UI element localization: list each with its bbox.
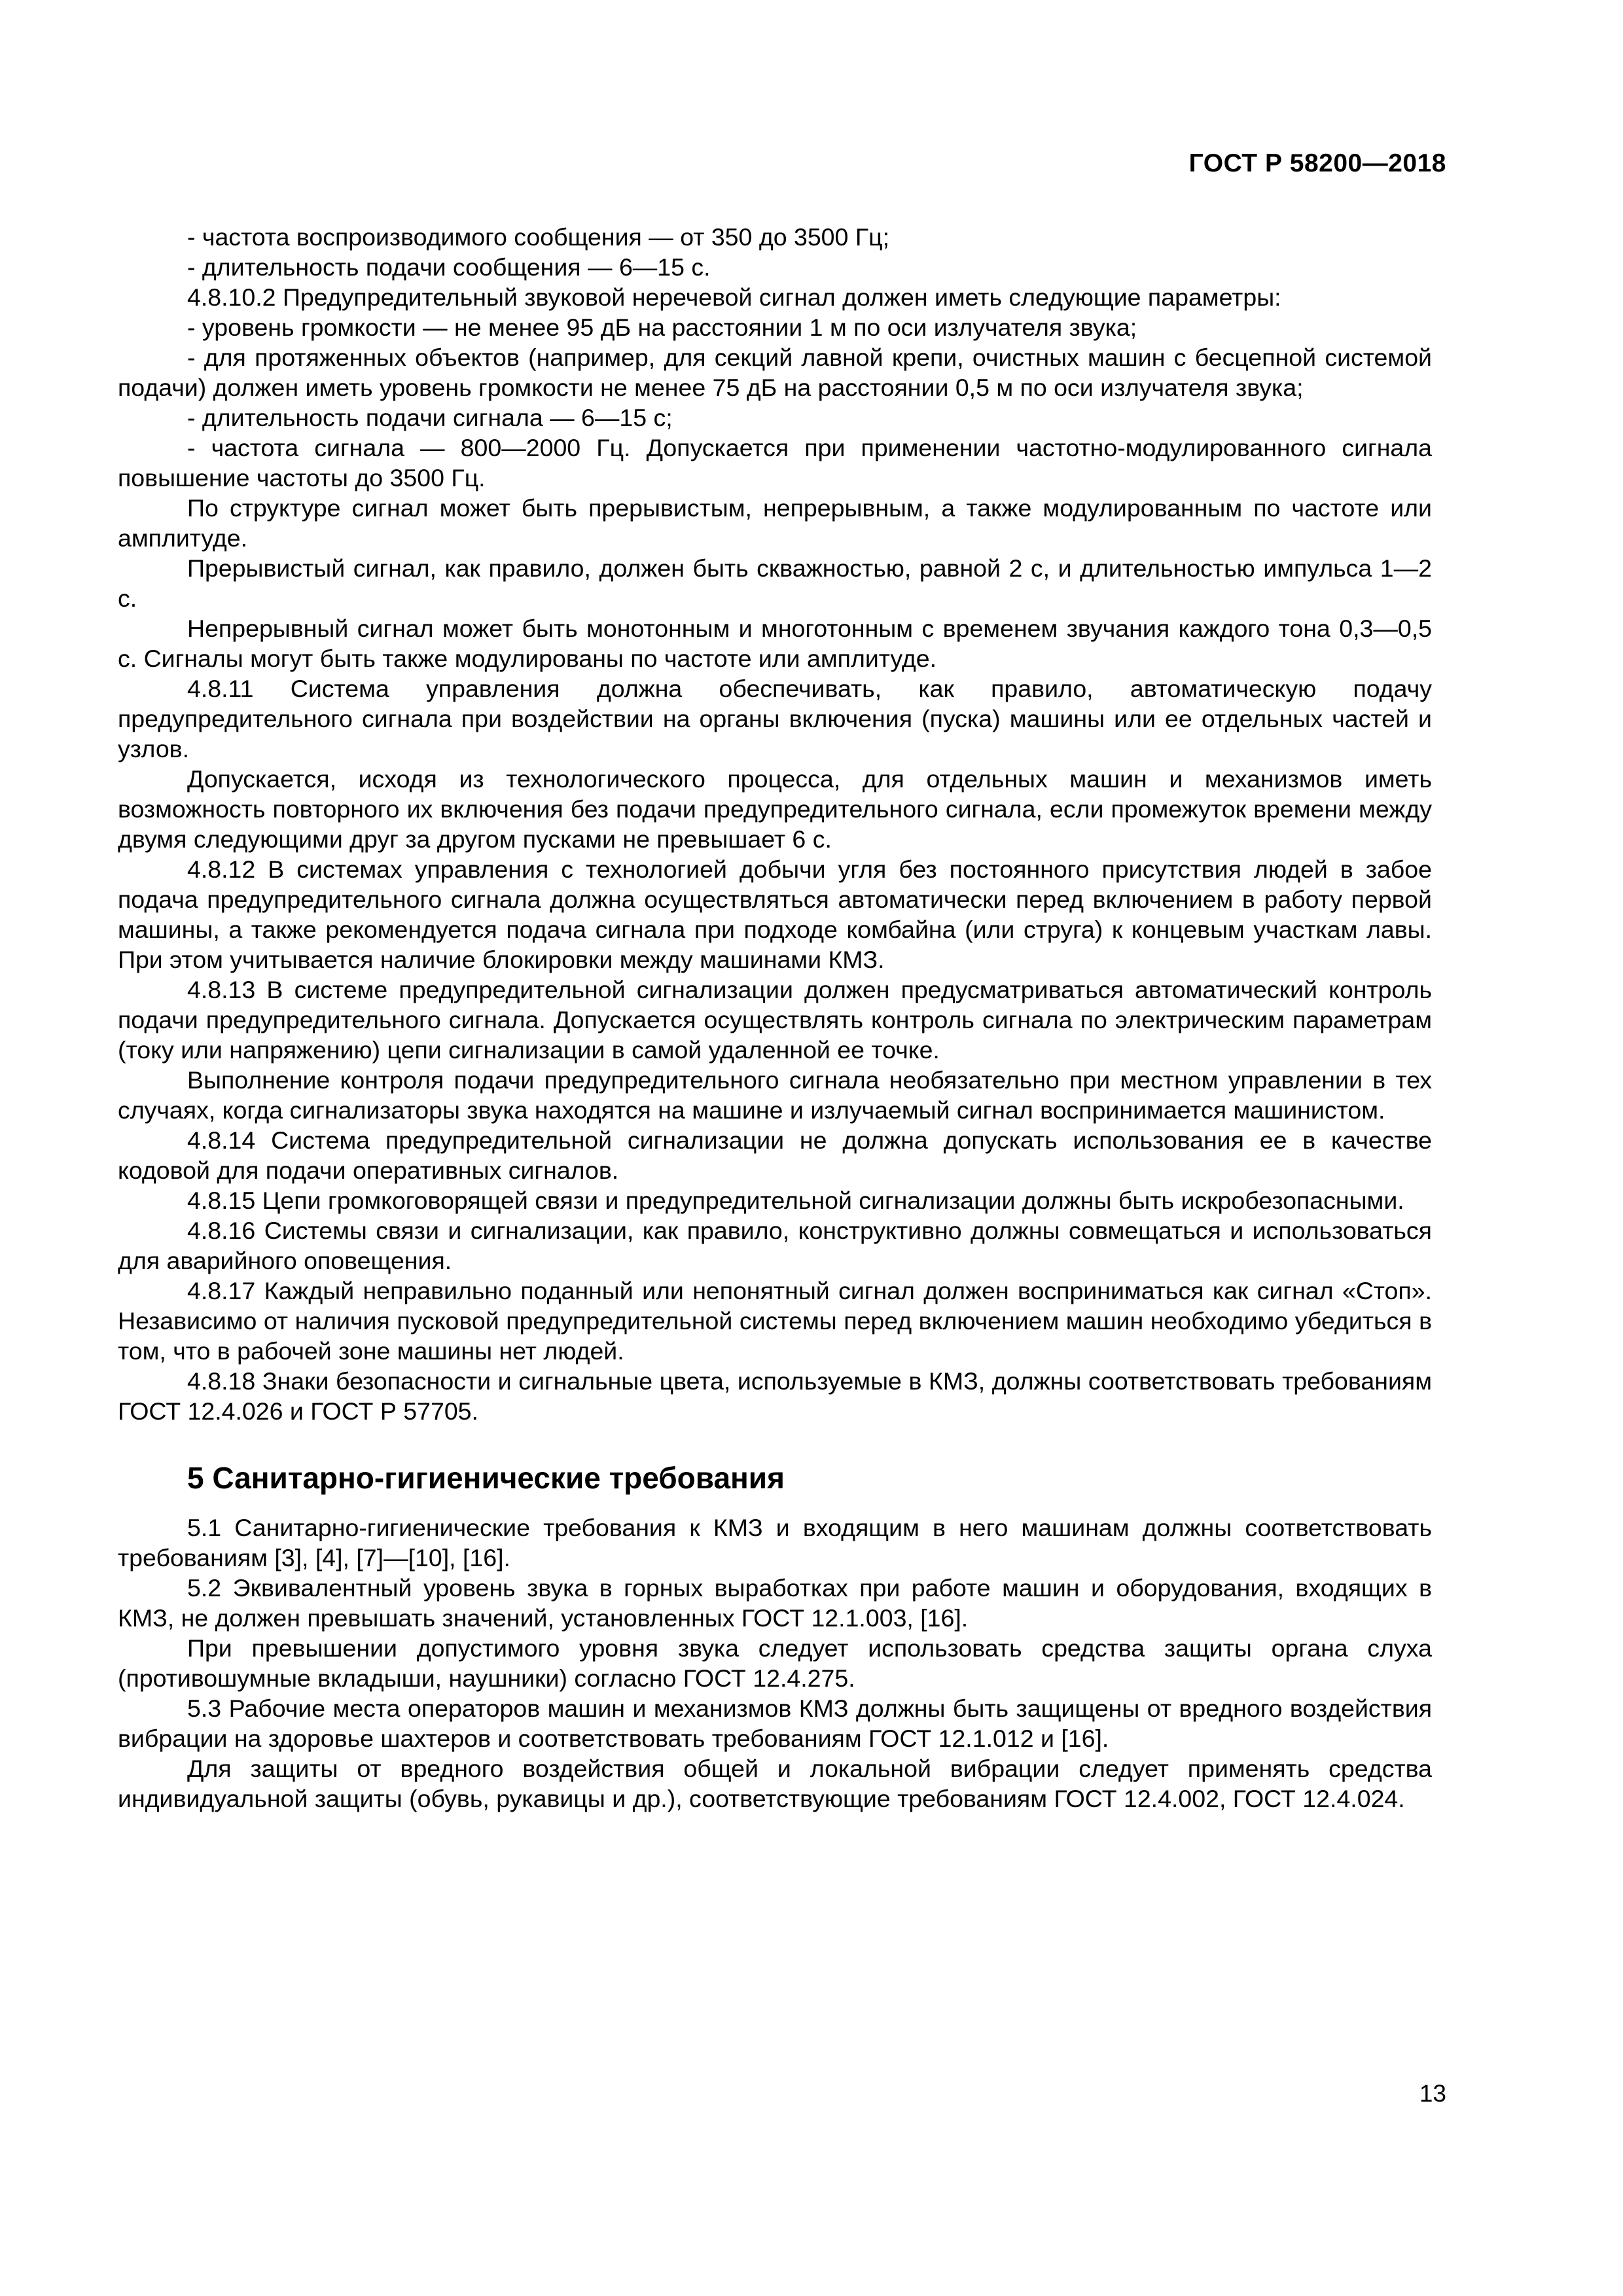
section-heading: 5 Санитарно-гигиенические требования (187, 1461, 785, 1495)
paragraph: - уровень громкости — не менее 95 дБ на расстоянии 1 м по оси излучателя звука; (187, 314, 1137, 341)
paragraph: Непрерывный сигнал может быть монотонным и многотонным с временем звучания каждого тона 0,3—0,5 с. Сигналы могут быть также модулированы по частоте или амплитуде. (118, 615, 1432, 672)
paragraph: 4.8.18 Знаки безопасности и сигнальные цвета, используемые в КМЗ, должны соответствовать требованиям ГОСТ 12.4.026 и ГОСТ Р 57705. (118, 1367, 1432, 1425)
paragraph: 4.8.12 В системах управления с технологией добычи угля без постоянного присутствия людей в забое подача предупредительного сигнала должна осуществляться автоматически перед включением в работу первой машины, а также рекомендуется подача сигнала при подходе комбайна (или струга) к концевым участкам лавы. При этом учитывается наличие блокировки между машинами КМЗ. (118, 855, 1432, 973)
paragraph: Прерывистый сигнал, как правило, должен быть скважностью, равной 2 с, и длительностью импульса 1—2 с. (118, 554, 1432, 612)
paragraph: 4.8.13 В системе предупредительной сигнализации должен предусматриваться автоматический контроль подачи предупредительного сигнала. Допускается осуществлять контроль сигнала по электрическим параметрам (току или напряжению) цепи сигнализации в самой удаленной ее точке. (118, 976, 1432, 1064)
paragraph: При превышении допустимого уровня звука следует использовать средства защиты органа слуха (противошумные вкладыши, наушники) согласно ГОСТ 12.4.275. (118, 1634, 1432, 1692)
paragraph: 5.3 Рабочие места операторов машин и механизмов КМЗ должны быть защищены от вредного воздействия вибрации на здоровье шахтеров и соответствовать требованиям ГОСТ 12.1.012 и [16]. (118, 1695, 1432, 1752)
paragraph: - длительность подачи сообщения — 6—15 с. (187, 253, 711, 281)
paragraph: 4.8.15 Цепи громкоговорящей связи и предупредительной сигнализации должны быть искробезопасными. (187, 1187, 1404, 1214)
paragraph: 4.8.17 Каждый неправильно поданный или непонятный сигнал должен восприниматься как сигнал «Стоп». Независимо от наличия пусковой предупредительной системы перед включением машин необходимо убедиться в том, что в рабочей зоне машины нет людей. (118, 1277, 1432, 1365)
paragraph: По структуре сигнал может быть прерывистым, непрерывным, а также модулированным по частоте или амплитуде. (118, 494, 1432, 552)
paragraph: 4.8.10.2 Предупредительный звуковой неречевой сигнал должен иметь следующие параметры: (187, 283, 1281, 311)
paragraph: Выполнение контроля подачи предупредительного сигнала необязательно при местном управлении в тех случаях, когда сигнализаторы звука находятся на машине и излучаемый сигнал воспринимается машинистом. (118, 1066, 1432, 1124)
paragraph: - частота сигнала — 800—2000 Гц. Допускается при применении частотно-модулированного сигнала повышение частоты до 3500 Гц. (118, 434, 1432, 492)
page-number: 13 (1419, 2080, 1446, 2107)
paragraph: Допускается, исходя из технологического процесса, для отдельных машин и механизмов иметь возможность повторного их включения без подачи предупредительного сигнала, если промежуток времени между двумя следующими друг за другом пусками не превышает 6 с. (118, 765, 1432, 853)
paragraph: 5.1 Санитарно-гигиенические требования к КМЗ и входящим в него машинам должны соответствовать требованиям [3], [4], [7]—[10], [16]. (118, 1514, 1432, 1571)
paragraph: 5.2 Эквивалентный уровень звука в горных выработках при работе машин и оборудования, входящих в КМЗ, не должен превышать значений, установленных ГОСТ 12.1.003, [16]. (118, 1574, 1432, 1632)
paragraph: - частота воспроизводимого сообщения — от 350 до 3500 Гц; (187, 223, 890, 251)
paragraph: 4.8.16 Системы связи и сигнализации, как правило, конструктивно должны совмещаться и использоваться для аварийного оповещения. (118, 1217, 1432, 1274)
paragraph: Для защиты от вредного воздействия общей и локальной вибрации следует применять средства индивидуальной защиты (обувь, рукавицы и др.), соответствующие требованиям ГОСТ 12.4.002, ГОСТ 12.4.024. (118, 1755, 1432, 1812)
paragraph: 4.8.14 Система предупредительной сигнализации не должна допускать использования ее в качестве кодовой для подачи оперативных сигналов. (118, 1126, 1432, 1184)
paragraph: 4.8.11 Система управления должна обеспечивать, как правило, автоматическую подачу предупредительного сигнала при воздействии на органы включения (пуска) машины или ее отдельных частей и узлов. (118, 675, 1432, 762)
paragraph: - длительность подачи сигнала — 6—15 с; (187, 404, 673, 431)
document-body (118, 222, 1432, 1814)
document-header-number: ГОСТ Р 58200—2018 (1188, 149, 1446, 177)
paragraph: - для протяженных объектов (например, для секций лавной крепи, очистных машин с бесцепной системой подачи) должен иметь уровень громкости не менее 75 дБ на расстоянии 0,5 м по оси излучателя звука; (118, 344, 1432, 401)
